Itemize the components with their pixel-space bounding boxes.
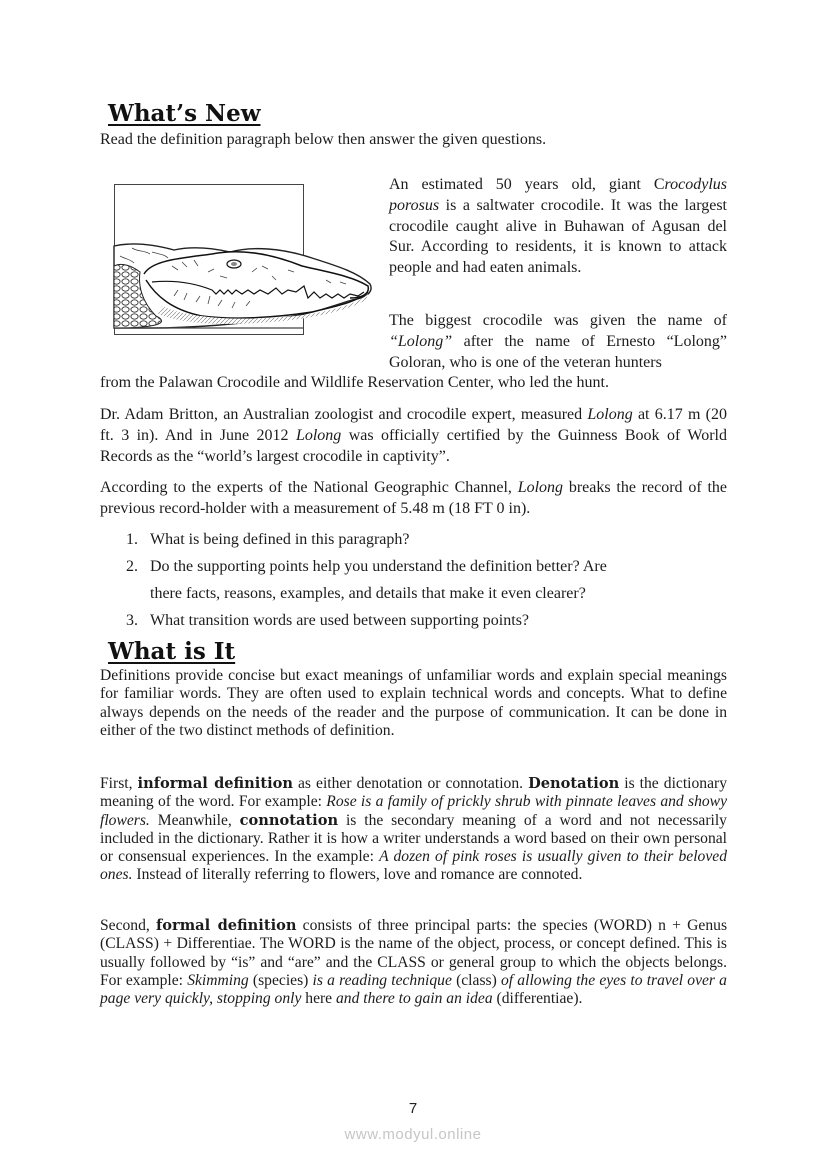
what-is-it-heading: What is It [108, 638, 236, 665]
paragraph-2: The biggest crocodile was given the name of “Lolong” after the name of Ernesto “Lolong” Goloran, who is one of the veteran hunters [389, 312, 727, 371]
definitions-intro: Definitions provide concise but exact meanings of unfamiliar words and explain special meanings for familiar words. They are often used to explain technical words and concepts. What to define always depends on the needs of the reader and the purpose of communication. It can be done in either of the two distinct methods of definition. [100, 667, 727, 739]
informal-definition-paragraph: First, informal definition as either denotation or connotation. Denotation is the dictionary meaning of the word. For example: Rose is a family of prickly shrub with pinnate leaves and showy flowers. Meanwhile, connotation is the secondary meaning of a word and not necessarily included in the dictionary. Rather it is how a writer understands a word based on their own personal or consensual experiences. In the example: A dozen of pink roses is usually given to their beloved ones. Instead of literally referring to flowers, love and romance are connoted. [100, 775, 727, 884]
formal-definition-paragraph: Second, formal definition consists of three principal parts: the species (WORD) n + Genus (CLASS) + Differentiae. The WORD is the name of the object, process, or concept defined. This is usually followed by “is” and “are” and the CLASS or general group to which the objects belongs. For example: Skimming (species) is a reading technique (class) of allowing the eyes to travel over a page very quickly, stopping only here and there to gain an idea (differentiae). [100, 917, 728, 1008]
instruction-text: Read the definition paragraph below then answer the given questions. [100, 131, 547, 148]
paragraph-2-continued: from the Palawan Crocodile and Wildlife Reservation Center, who led the hunt. [100, 374, 609, 391]
question-item: 1. What is being defined in this paragraph? [126, 531, 410, 548]
page-number: 7 [408, 1100, 418, 1117]
crocodile-illustration-icon [112, 236, 374, 332]
paragraph-1: An estimated 50 years old, giant Crocodylus porosus is a saltwater crocodile. It was the largest crocodile caught alive in Buhawan of Agusan del Sur. According to residents, it is known to attack people and had eaten animals. [389, 176, 727, 277]
whats-new-heading: What’s New [108, 100, 261, 127]
paragraph-4: According to the experts of the National Geographic Channel, Lolong breaks the record of the previous record-holder with a measurement of 5.48 m (18 FT 0 in). [100, 479, 727, 517]
question-item: 3. What transition words are used between supporting points? [126, 612, 530, 629]
paragraph-3: Dr. Adam Britton, an Australian zoologist and crocodile expert, measured Lolong at 6.17 m (20 ft. 3 in). And in June 2012 Lolong was officially certified by the Guinness Book of World Records as the “world’s largest crocodile in captivity”. [100, 406, 727, 465]
watermark-link[interactable]: www.modyul.online [344, 1126, 482, 1143]
question-item: 2. Do the supporting points help you understand the definition better? Are there facts, reasons, examples, and details that make it even clearer? [126, 558, 607, 602]
questions-list [126, 526, 726, 634]
